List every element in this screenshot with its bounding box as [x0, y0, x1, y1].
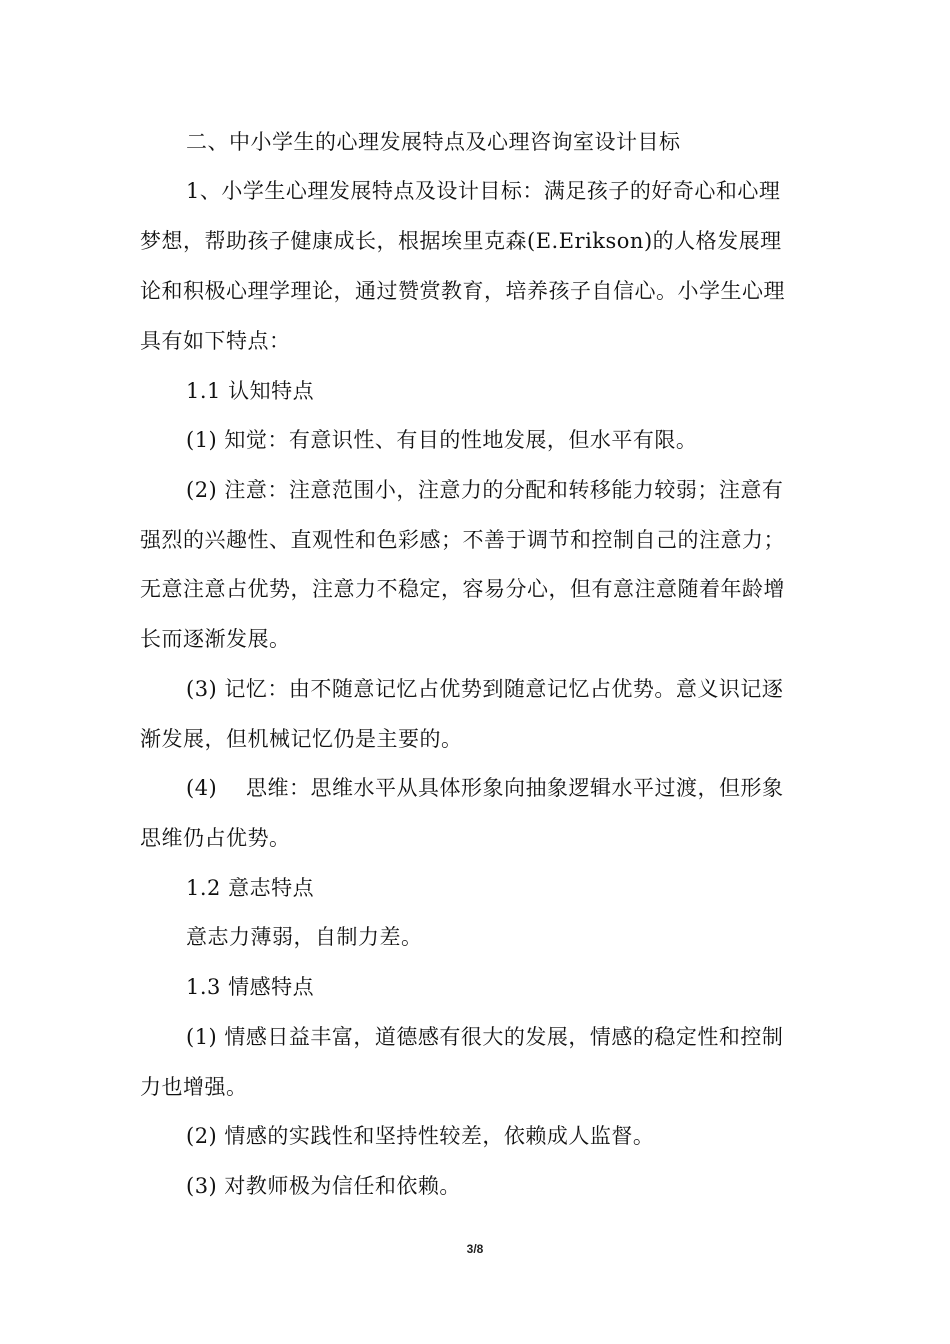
paragraph-line: (4) 思维：思维水平从具体形象向抽象逻辑水平过渡，但形象 [186, 776, 784, 800]
subsection-heading: 1.2 意志特点 [186, 876, 315, 900]
paragraph-line: 1、小学生心理发展特点及设计目标：满足孩子的好奇心和心理 [186, 179, 781, 203]
subsection-heading: 1.3 情感特点 [186, 975, 315, 999]
paragraph-line: 论和积极心理学理论，通过赞赏教育，培养孩子自信心。小学生心理 [140, 279, 785, 303]
paragraph-line: 梦想，帮助孩子健康成长，根据埃里克森(E.Erikson)的人格发展理 [140, 229, 782, 253]
paragraph-line: 意志力薄弱，自制力差。 [186, 925, 423, 949]
paragraph-line: 渐发展，但机械记忆仍是主要的。 [140, 727, 463, 751]
paragraph-line: (3) 对教师极为信任和依赖。 [186, 1174, 461, 1198]
paragraph-line: (1) 知觉：有意识性、有目的性地发展，但水平有限。 [186, 428, 698, 452]
paragraph-line: 无意注意占优势，注意力不稳定，容易分心，但有意注意随着年龄增 [140, 577, 785, 601]
paragraph-line: (1) 情感日益丰富，道德感有很大的发展，情感的稳定性和控制 [186, 1025, 784, 1049]
paragraph-line: 力也增强。 [140, 1075, 248, 1099]
paragraph-line: (3) 记忆：由不随意记忆占优势到随意记忆占优势。意义识记逐 [186, 677, 784, 701]
paragraph-line: (2) 情感的实践性和坚持性较差，依赖成人监督。 [186, 1124, 655, 1148]
subsection-heading: 1.1 认知特点 [186, 379, 315, 403]
paragraph-line: 长而逐渐发展。 [140, 627, 291, 651]
paragraph-line: 强烈的兴趣性、直观性和色彩感；不善于调节和控制自己的注意力； [140, 528, 785, 552]
paragraph-line: 思维仍占优势。 [140, 826, 291, 850]
paragraph-line: (2) 注意：注意范围小，注意力的分配和转移能力较弱；注意有 [186, 478, 784, 502]
paragraph-line: 具有如下特点： [140, 329, 291, 353]
section-heading: 二、中小学生的心理发展特点及心理咨询室设计目标 [186, 130, 681, 154]
page-number: 3/8 [466, 1242, 484, 1256]
